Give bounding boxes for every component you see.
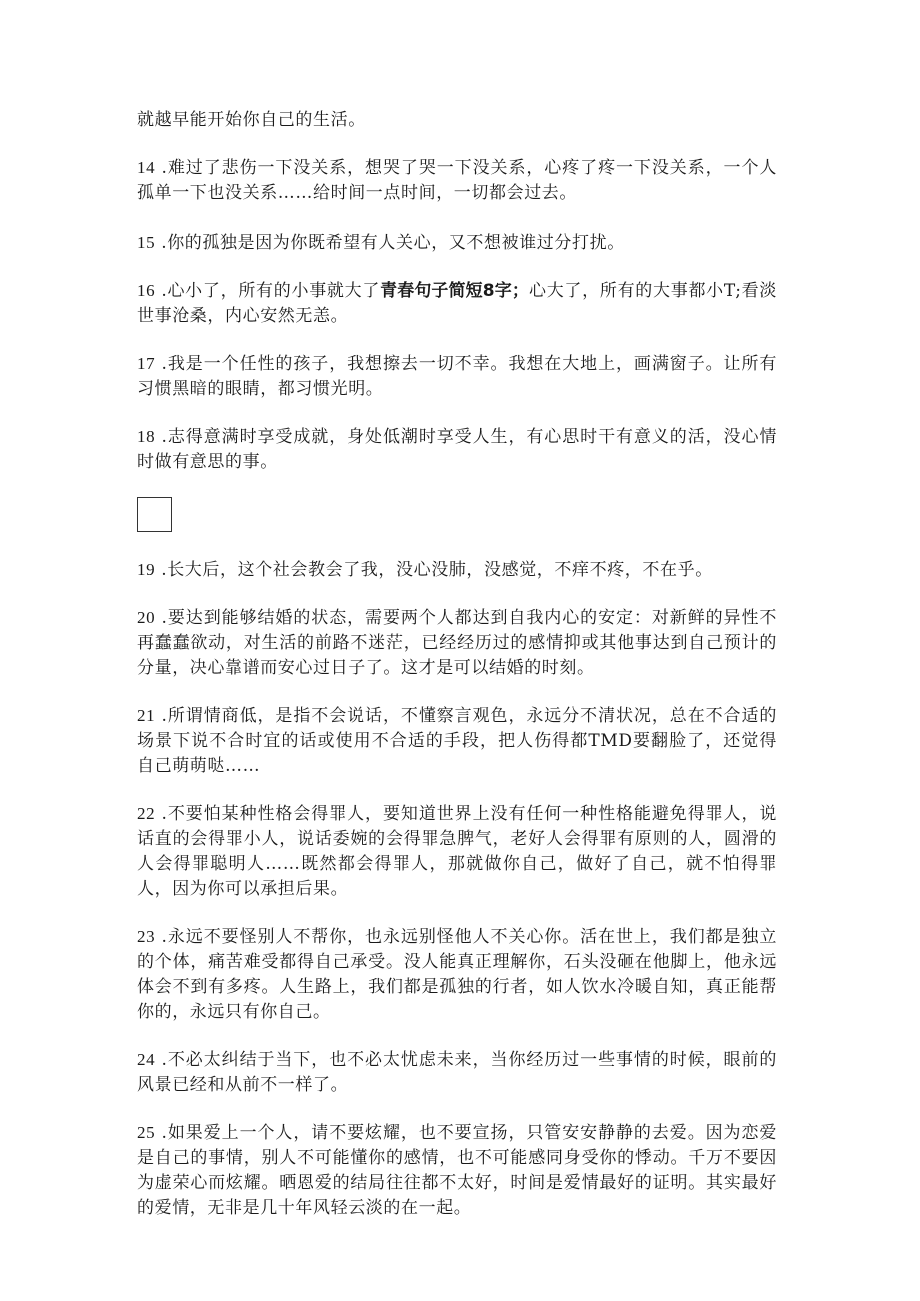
item-22 — [137, 801, 777, 902]
item-number: 18 — [137, 427, 156, 446]
item-number: 15 — [137, 233, 156, 252]
item-25 — [137, 1120, 777, 1221]
item-number: 14 — [137, 158, 156, 177]
item-18 — [137, 424, 777, 475]
item-number: 24 — [137, 1050, 156, 1069]
bold-keyword: 青春句子简短8字； — [380, 281, 529, 301]
item-number: 19 — [137, 560, 156, 579]
item-text: .永远不要怪别人不帮你，也永远别怪他人不关心你。活在世上，我们都是独立的个体，痛苦难受都得自己承受。没人能真正理解你，石头没砸在他脚上，他永远体会不到有多疼。人生路上，我们都是孤独的行者，如人饮水冷暖自知，真正能帮你的，永远只有你自己。 — [137, 927, 777, 1022]
item-text: .我是一个任性的孩子，我想擦去一切不幸。我想在大地上，画满窗子。让所有习惯黑暗的眼睛，都习惯光明。 — [137, 354, 777, 399]
item-number: 16 — [137, 281, 156, 300]
item-19 — [137, 557, 777, 583]
item-20 — [137, 605, 777, 681]
item-24 — [137, 1047, 777, 1098]
item-16 — [137, 278, 777, 329]
item-text: 心大了，所有的大事都小T;看淡世事沧桑，内心安然无恙。 — [137, 281, 777, 326]
item-14 — [137, 155, 777, 206]
item-21 — [137, 703, 777, 779]
item-number: 25 — [137, 1123, 156, 1142]
item-text: .你的孤独是因为你既希望有人关心，又不想被谁过分打扰。 — [155, 233, 625, 253]
item-number: 17 — [137, 354, 156, 373]
item-15 — [137, 230, 777, 256]
item-number: 20 — [137, 608, 156, 627]
item-text: .志得意满时享受成就，身处低潮时享受人生，有心思时干有意义的活，没心情时做有意思的事。 — [137, 427, 777, 472]
item-text: .要达到能够结婚的状态，需要两个人都达到自我内心的安定：对新鲜的异性不再蠢蠢欲动，对生活的前路不迷茫，已经经历过的感情抑或其他事达到自己预计的分量，决心靠谱而安心过日子了。这才是可以结婚的时刻。 — [137, 608, 777, 678]
document-page — [137, 108, 777, 1221]
empty-checkbox-square — [137, 497, 172, 532]
item-text: .所谓情商低，是指不会说话，不懂察言观色，永远分不清状况，总在不合适的场景下说不合时宜的话或使用不合适的手段，把人伤得都TMD要翻脸了，还觉得自己萌萌哒…… — [137, 706, 777, 776]
intro-paragraph: 就越早能开始你自己的生活。 — [137, 110, 366, 130]
item-17 — [137, 351, 777, 402]
item-number: 23 — [137, 927, 156, 946]
item-text: .不必太纠结于当下，也不必太忧虑未来，当你经历过一些事情的时候，眼前的风景已经和从前不一样了。 — [137, 1050, 777, 1095]
item-23 — [137, 924, 777, 1025]
item-text: .不要怕某种性格会得罪人，要知道世界上没有任何一种性格能避免得罪人，说话直的会得罪小人，说话委婉的会得罪急脾气，老好人会得罪有原则的人，圆滑的人会得罪聪明人……既然都会得罪人，那就做你自己，做好了自己，就不怕得罪人，因为你可以承担后果。 — [137, 804, 777, 899]
item-number: 21 — [137, 706, 156, 725]
item-text: .长大后，这个社会教会了我，没心没肺，没感觉，不痒不疼，不在乎。 — [155, 560, 713, 580]
item-number: 22 — [137, 804, 156, 823]
item-text: .如果爱上一个人，请不要炫耀，也不要宣扬，只管安安静静的去爱。因为恋爱是自己的事情，别人不可能懂你的感情，也不可能感同身受你的悸动。千万不要因为虚荣心而炫耀。晒恩爱的结局往往都不太好，时间是爱情最好的证明。其实最好的爱情，无非是几十年风轻云淡的在一起。 — [137, 1123, 777, 1218]
item-text: .心小了，所有的小事就大了 — [155, 281, 381, 301]
item-text: .难过了悲伤一下没关系，想哭了哭一下没关系，心疼了疼一下没关系，一个人孤单一下也没关系……给时间一点时间，一切都会过去。 — [137, 158, 777, 203]
